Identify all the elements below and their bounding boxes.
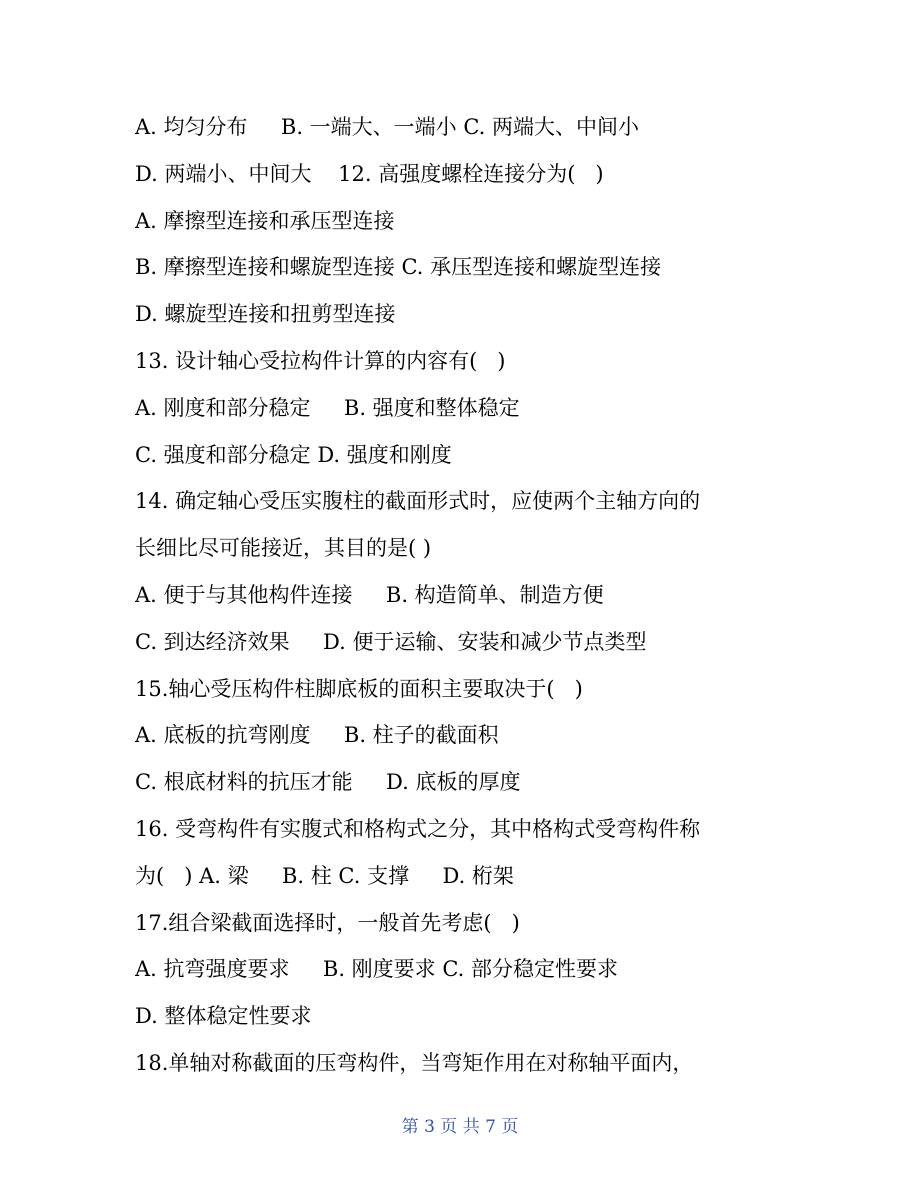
text-line: 18.单轴对称截面的压弯构件，当弯矩作用在对称轴平面内， <box>135 1050 694 1075</box>
document-body <box>135 104 795 1087</box>
text-line: 15.轴心受压构件柱脚底板的面积主要取决于( ) <box>135 676 583 701</box>
text-line: 16. 受弯构件有实腹式和格构式之分，其中格构式受弯构件称 <box>135 816 701 841</box>
text-line: 17.组合梁截面选择时，一般首先考虑( ) <box>135 910 520 935</box>
page-number-footer: 第 3 页 共 7 页 <box>401 1117 519 1137</box>
text-line: A. 底板的抗弯刚度 B. 柱子的截面积 <box>135 723 499 748</box>
text-line: A. 摩擦型连接和承压型连接 <box>135 208 395 233</box>
text-line: 为( ) A. 梁 B. 柱 C. 支撑 D. 桁架 <box>135 863 514 888</box>
text-line: D. 螺旋型连接和扭剪型连接 <box>135 302 396 327</box>
text-line: D. 两端小、中间大 12. 高强度螺栓连接分为( ) <box>135 161 604 186</box>
text-line: 13. 设计轴心受拉构件计算的内容有( ) <box>135 348 506 373</box>
text-line: 14. 确定轴心受压实腹柱的截面形式时，应使两个主轴方向的 <box>135 489 701 514</box>
text-line: C. 到达经济效果 D. 便于运输、安装和减少节点类型 <box>135 629 647 654</box>
text-line: C. 强度和部分稳定 D. 强度和刚度 <box>135 442 452 467</box>
text-line: 长细比尽可能接近，其目的是( ) <box>135 536 432 561</box>
text-line: A. 抗弯强度要求 B. 刚度要求 C. 部分稳定性要求 <box>135 957 619 982</box>
text-line: A. 均匀分布 B. 一端大、一端小 C. 两端大、中间小 <box>135 115 640 139</box>
text-line: A. 便于与其他构件连接 B. 构造简单、制造方便 <box>135 582 604 607</box>
text-line: B. 摩擦型连接和螺旋型连接 C. 承压型连接和螺旋型连接 <box>135 255 662 280</box>
text-line: C. 根底材料的抗压才能 D. 底板的厚度 <box>135 770 521 795</box>
text-line: A. 刚度和部分稳定 B. 强度和整体稳定 <box>135 395 520 420</box>
text-line: D. 整体稳定性要求 <box>135 1004 312 1029</box>
